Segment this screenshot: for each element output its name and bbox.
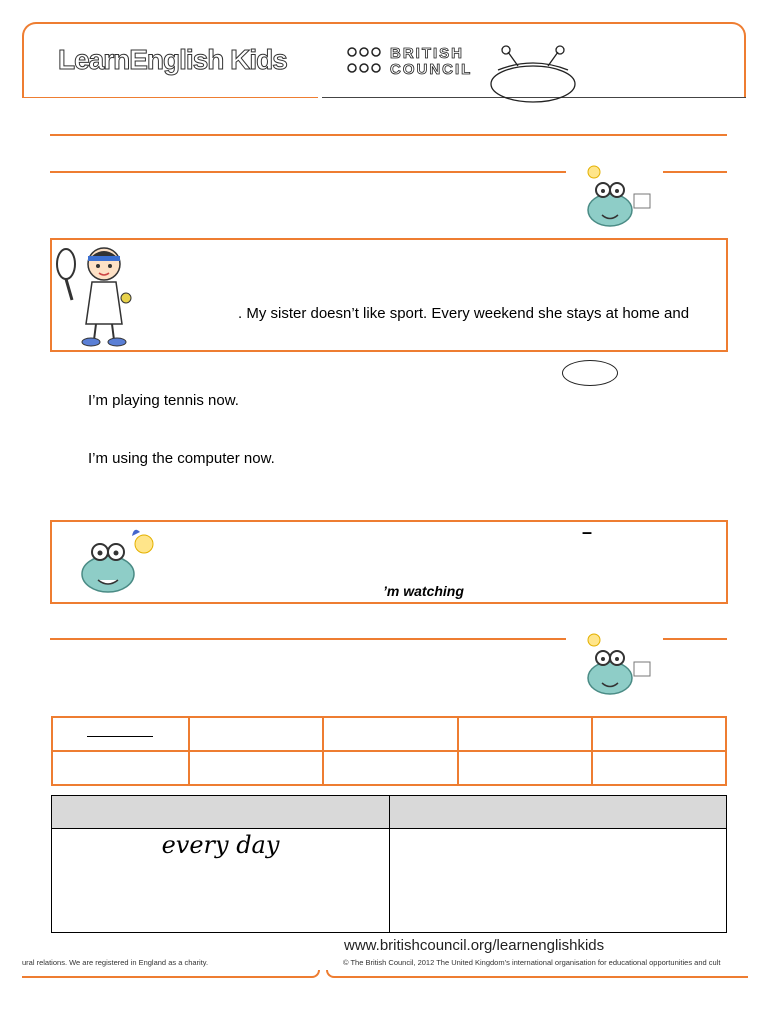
tip-example: ’m watching [383,583,464,599]
sentence-1: I’m playing tennis now. [88,392,239,409]
header-underline [22,97,318,98]
bc-logo-line1: BRITISH [390,45,464,62]
story-text: . My sister doesn’t like sport. Every weekend she stays at home and [238,305,690,322]
story-box [50,238,728,352]
tip-dash: – [582,522,593,542]
footer-url[interactable]: www.britishcouncil.org/learnenglishkids [344,937,605,954]
word-grid [51,716,727,786]
word-grid-cell[interactable] [592,717,726,751]
footer-right-note: © The British Council, 2012 The United Kingdom’s international organisation for educational opportunities and cult [343,958,721,967]
routine-header-right [390,796,727,829]
section1-top-rule [50,134,727,136]
word-grid-cell[interactable] [323,717,457,751]
word-grid-cell[interactable] [52,717,189,751]
word-grid-cell[interactable] [458,717,592,751]
answer-oval [562,360,618,386]
section1-bottom-rule-right [663,171,727,173]
word-grid-cell[interactable] [189,751,323,785]
robot-mascot-icon-2 [572,628,658,700]
learnenglish-kids-logo: LearnEnglish Kids [58,44,287,75]
routine-table [51,795,727,933]
routine-cell-left[interactable] [52,829,390,933]
crowned-mascot-icon [478,40,588,106]
section2-rule-right [663,638,727,640]
routine-cell-right[interactable] [390,829,727,933]
word-grid-cell[interactable] [323,751,457,785]
footer-left-note: ural relations. We are registered in England as a charity. [22,958,209,967]
example-underline [87,736,153,737]
footer-frame-right [326,970,748,978]
footer-frame-left [22,970,320,978]
section2-rule-left [50,638,566,640]
word-grid-cell[interactable] [592,751,726,785]
sentence-2: I’m using the computer now. [88,450,275,467]
word-grid-cell[interactable] [189,717,323,751]
robot-mascot-thinking-icon [74,526,170,596]
bc-logo-line2: COUNCIL [390,61,473,78]
routine-header-left [52,796,390,829]
british-council-dots-icon [346,44,386,78]
tennis-girl-illustration [54,242,138,350]
robot-mascot-icon [572,160,658,232]
section1-bottom-rule-left [50,171,566,173]
word-grid-cell[interactable] [52,751,189,785]
word-grid-cell[interactable] [458,751,592,785]
handwritten-every-day: every day [161,831,280,859]
